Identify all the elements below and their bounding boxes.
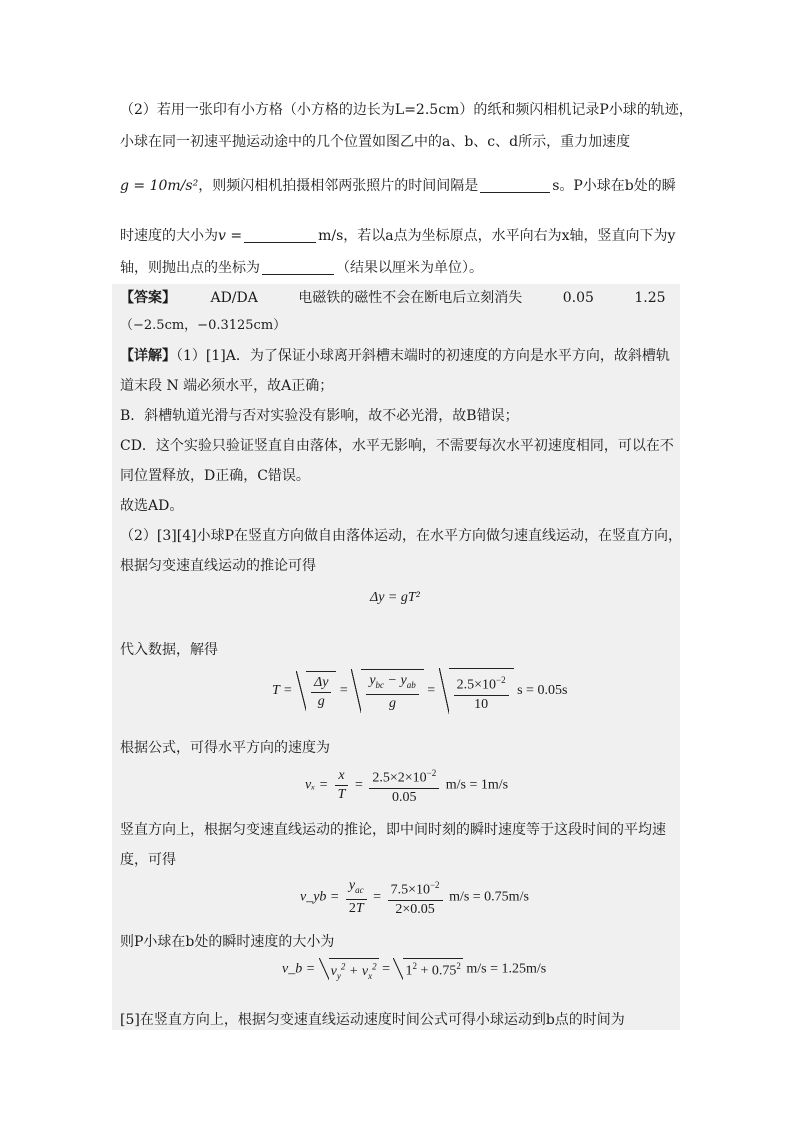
detail-line-7: （2）[3][4]小球P在竖直方向做自由落体运动，在水平方向做匀速直线运动，在竖直方向， [120, 528, 682, 544]
question-line-2: 小球在同一初速平抛运动途中的几个位置如图乙中的a、b、c、d所示，重力加速度 [120, 134, 631, 150]
detail-line-5: 同位置释放，D正确，C错误。 [120, 468, 310, 484]
answer-5: （−2.5cm，−0.3125cm） [120, 318, 287, 333]
formula-vx: vₓ = $\frac{x}{T}$ = $\frac{2.5\times 2\times 10^{-2}}{0.05}$ m/s = 1m/s [305, 764, 508, 807]
answer-blank-2 [244, 228, 316, 243]
answer-row [120, 288, 666, 308]
detail-line-10: 根据公式，可得水平方向的速度为 [120, 740, 330, 756]
detail-line-9: 代入数据，解得 [120, 642, 218, 658]
detail-line-12: 度，可得 [120, 852, 176, 868]
question-line-3: g = 10m/s²，则频闪相机拍摄相邻两张照片的时间间隔是 s。P小球在b处的瞬 [120, 178, 676, 194]
detail-line-14: [5]在竖直方向上，根据匀变速直线运动速度时间公式可得小球运动到b点的时间为 [120, 1012, 625, 1028]
detail-line-11: 竖直方向上，根据匀变速直线运动的推论，即中间时刻的瞬时速度等于这段时间的平均速 [120, 822, 666, 838]
detail-line-3: B．斜槽轨道光滑与否对实验没有影响，故不必光滑，故B错误； [120, 408, 519, 424]
detail-label: 【详解】 [120, 348, 176, 364]
gravity-value: g = 10m/s² [120, 178, 199, 194]
answer-4: 1.25 [634, 290, 666, 306]
question-line-4: 时速度的大小为v = m/s，若以a点为坐标原点，水平向右为x轴，竖直向下为y [120, 228, 676, 244]
answer-3: 0.05 [562, 290, 594, 306]
formula-period: T = $\frac{\Delta y}{g}$ = $\frac{y_{bc} - y_{ab}}{g}$ = $\frac{2.5\times 10^{-2}}{10}$ s = 0.05s [272, 668, 567, 714]
formula-vb: v_b = $v_y^2 + v_x^2 = 1^2 + 0.75^2$ m/s = 1.25m/s [282, 958, 546, 980]
answer-blank-1 [480, 178, 550, 193]
answer-2: 电磁铁的磁性不会在断电后立刻消失 [298, 290, 523, 306]
detail-line-1: 【详解】（1）[1]A．为了保证小球离开斜槽末端时的初速度的方向是水平方向，故斜槽轨 [120, 348, 670, 364]
detail-line-13: 则P小球在b处的瞬时速度的大小为 [120, 934, 335, 950]
detail-line-2: 道末段 N 端必须水平，故A正确； [120, 378, 334, 394]
detail-line-6: 故选AD。 [120, 498, 184, 514]
question-line-1: （2）若用一张印有小方格（小方格的边长为L=2.5cm）的纸和频闪相机记录P小球的轨迹， [120, 102, 693, 118]
answer-blank-3 [262, 260, 334, 275]
formula-delta-y: Δy = gT² [370, 590, 420, 605]
detail-line-8: 根据匀变速直线运动的推论可得 [120, 558, 316, 574]
answer-label: 【答案】 [120, 290, 176, 306]
answer-1: AD/DA [210, 290, 258, 306]
question-line-5: 轴，则抛出点的坐标为 （结果以厘米为单位）。 [120, 260, 483, 276]
detail-line-4: CD．这个实验只验证竖直自由落体，水平无影响，不需要每次水平初速度相同，可以在不 [120, 438, 674, 454]
formula-vyb: v_yb = $\frac{y_{ac}}{2T}$ = $\frac{7.5\times 10^{-2}}{2\times 0.05}$ m/s = 0.75m/s [300, 877, 529, 917]
